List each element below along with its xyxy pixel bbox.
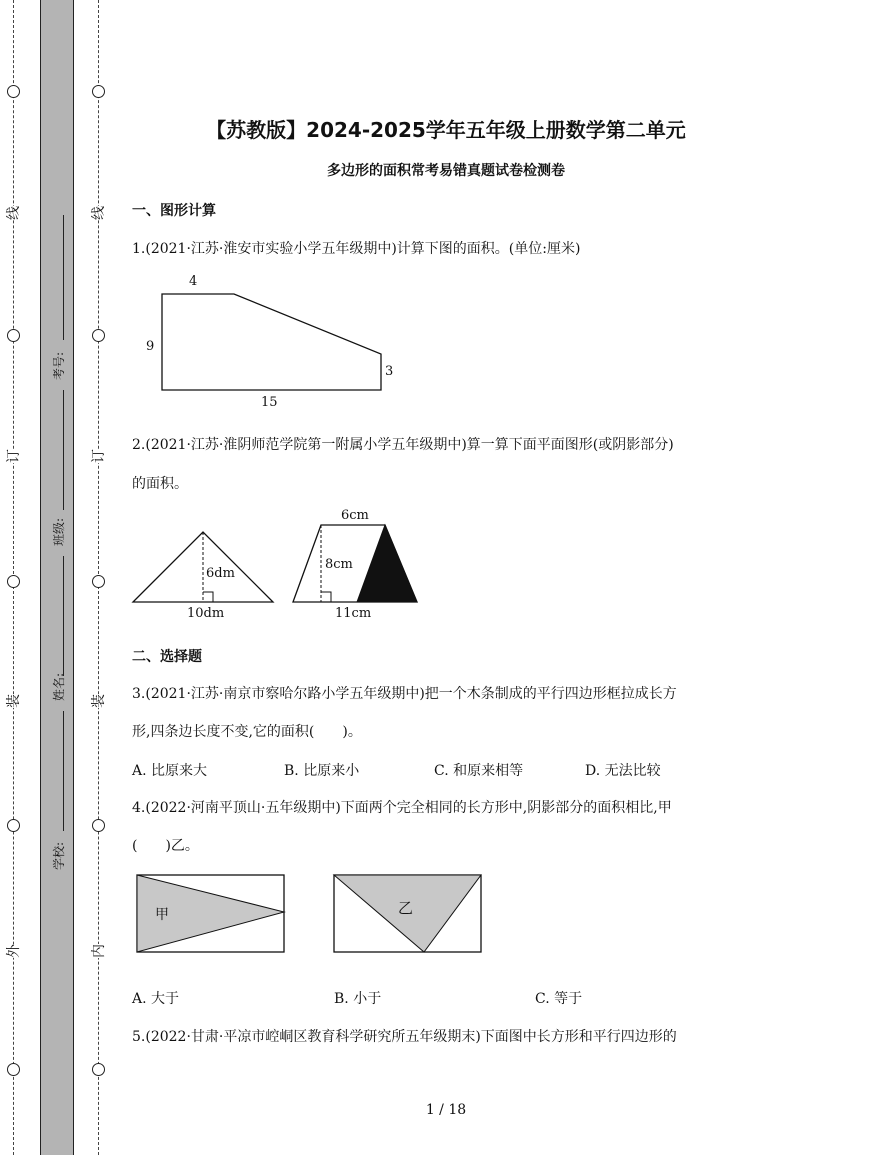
q2-triangle-height-label: 6dm [206,566,235,581]
binding-outer-char: 线 [3,206,23,220]
q2-triangle-base-label: 10dm [187,606,225,621]
q3-option-b: B. 比原来小 [284,763,360,779]
section-heading: 一、图形计算 [132,203,216,219]
q3-option-c: C. 和原来相等 [434,763,524,779]
q2-trapezoid-bottom-label: 11cm [335,606,372,621]
q2-trapezoid-right-angle [321,592,331,602]
q2-trapezoid-top-label: 6cm [341,508,369,523]
binding-outer-char: 装 [3,694,23,708]
question-1-text: 1.(2021·江苏·淮安市实验小学五年级期中)计算下图的面积。(单位:厘米) [132,241,581,257]
q2-shaded-triangle [357,525,417,602]
q3-option-a: A. 比原来大 [132,763,208,779]
q1-label-right: 3 [385,364,394,379]
q1-label-left: 9 [146,339,155,354]
q2-trapezoid-height-label: 8cm [325,557,353,572]
exam-number-label: 考号: [52,351,66,380]
binding-inner-char: 装 [88,694,108,708]
q1-label-top: 4 [189,274,198,289]
question-3-text-line2: 形,四条边长度不变,它的面积( )。 [132,724,362,740]
q1-right-trapezoid [162,294,381,390]
name-label: 姓名: [52,672,66,701]
page-subtitle: 多边形的面积常考易错真题试卷检测卷 [327,163,565,179]
binding-inner-char: 订 [88,449,108,463]
q1-label-bottom: 15 [261,395,278,410]
question-2-text-line2: 的面积。 [132,476,188,492]
q4-option-a: A. 大于 [132,991,180,1007]
q3-option-d: D. 无法比较 [585,763,661,779]
q2-triangle-right-angle [203,592,213,602]
question-4-text-line2: ( )乙。 [132,838,199,854]
q4-option-b: B. 小于 [334,991,382,1007]
binding-inner-char: 线 [88,206,108,220]
binding-outer-char: 订 [3,449,23,463]
binding-inner-char: 内 [88,944,108,958]
binding-outer-char: 外 [3,944,23,958]
page-title: 【苏教版】2024-2025学年五年级上册数学第二单元 [206,118,686,142]
q4-option-c: C. 等于 [535,991,583,1007]
question-2-text-line1: 2.(2021·江苏·淮阴师范学院第一附属小学五年级期中)算一算下面平面图形(或阴影部分) [132,437,674,453]
q4-label-yi: 乙 [398,899,414,917]
class-label: 班级: [52,517,66,546]
section-heading: 二、选择题 [132,649,202,665]
question-4-text-line1: 4.(2022·河南平顶山·五年级期中)下面两个完全相同的长方形中,阴影部分的面积相比,甲 [132,800,672,816]
question-3-text-line1: 3.(2021·江苏·南京市察哈尔路小学五年级期中)把一个木条制成的平行四边形框拉成长方 [132,686,677,702]
question-5-text-line1: 5.(2022·甘肃·平凉市崆峒区教育科学研究所五年级期末)下面图中长方形和平行四边形的 [132,1029,677,1045]
page-number: 1 / 18 [425,1102,467,1118]
school-label: 学校: [52,841,66,870]
q4-label-jia: 甲 [155,907,169,923]
